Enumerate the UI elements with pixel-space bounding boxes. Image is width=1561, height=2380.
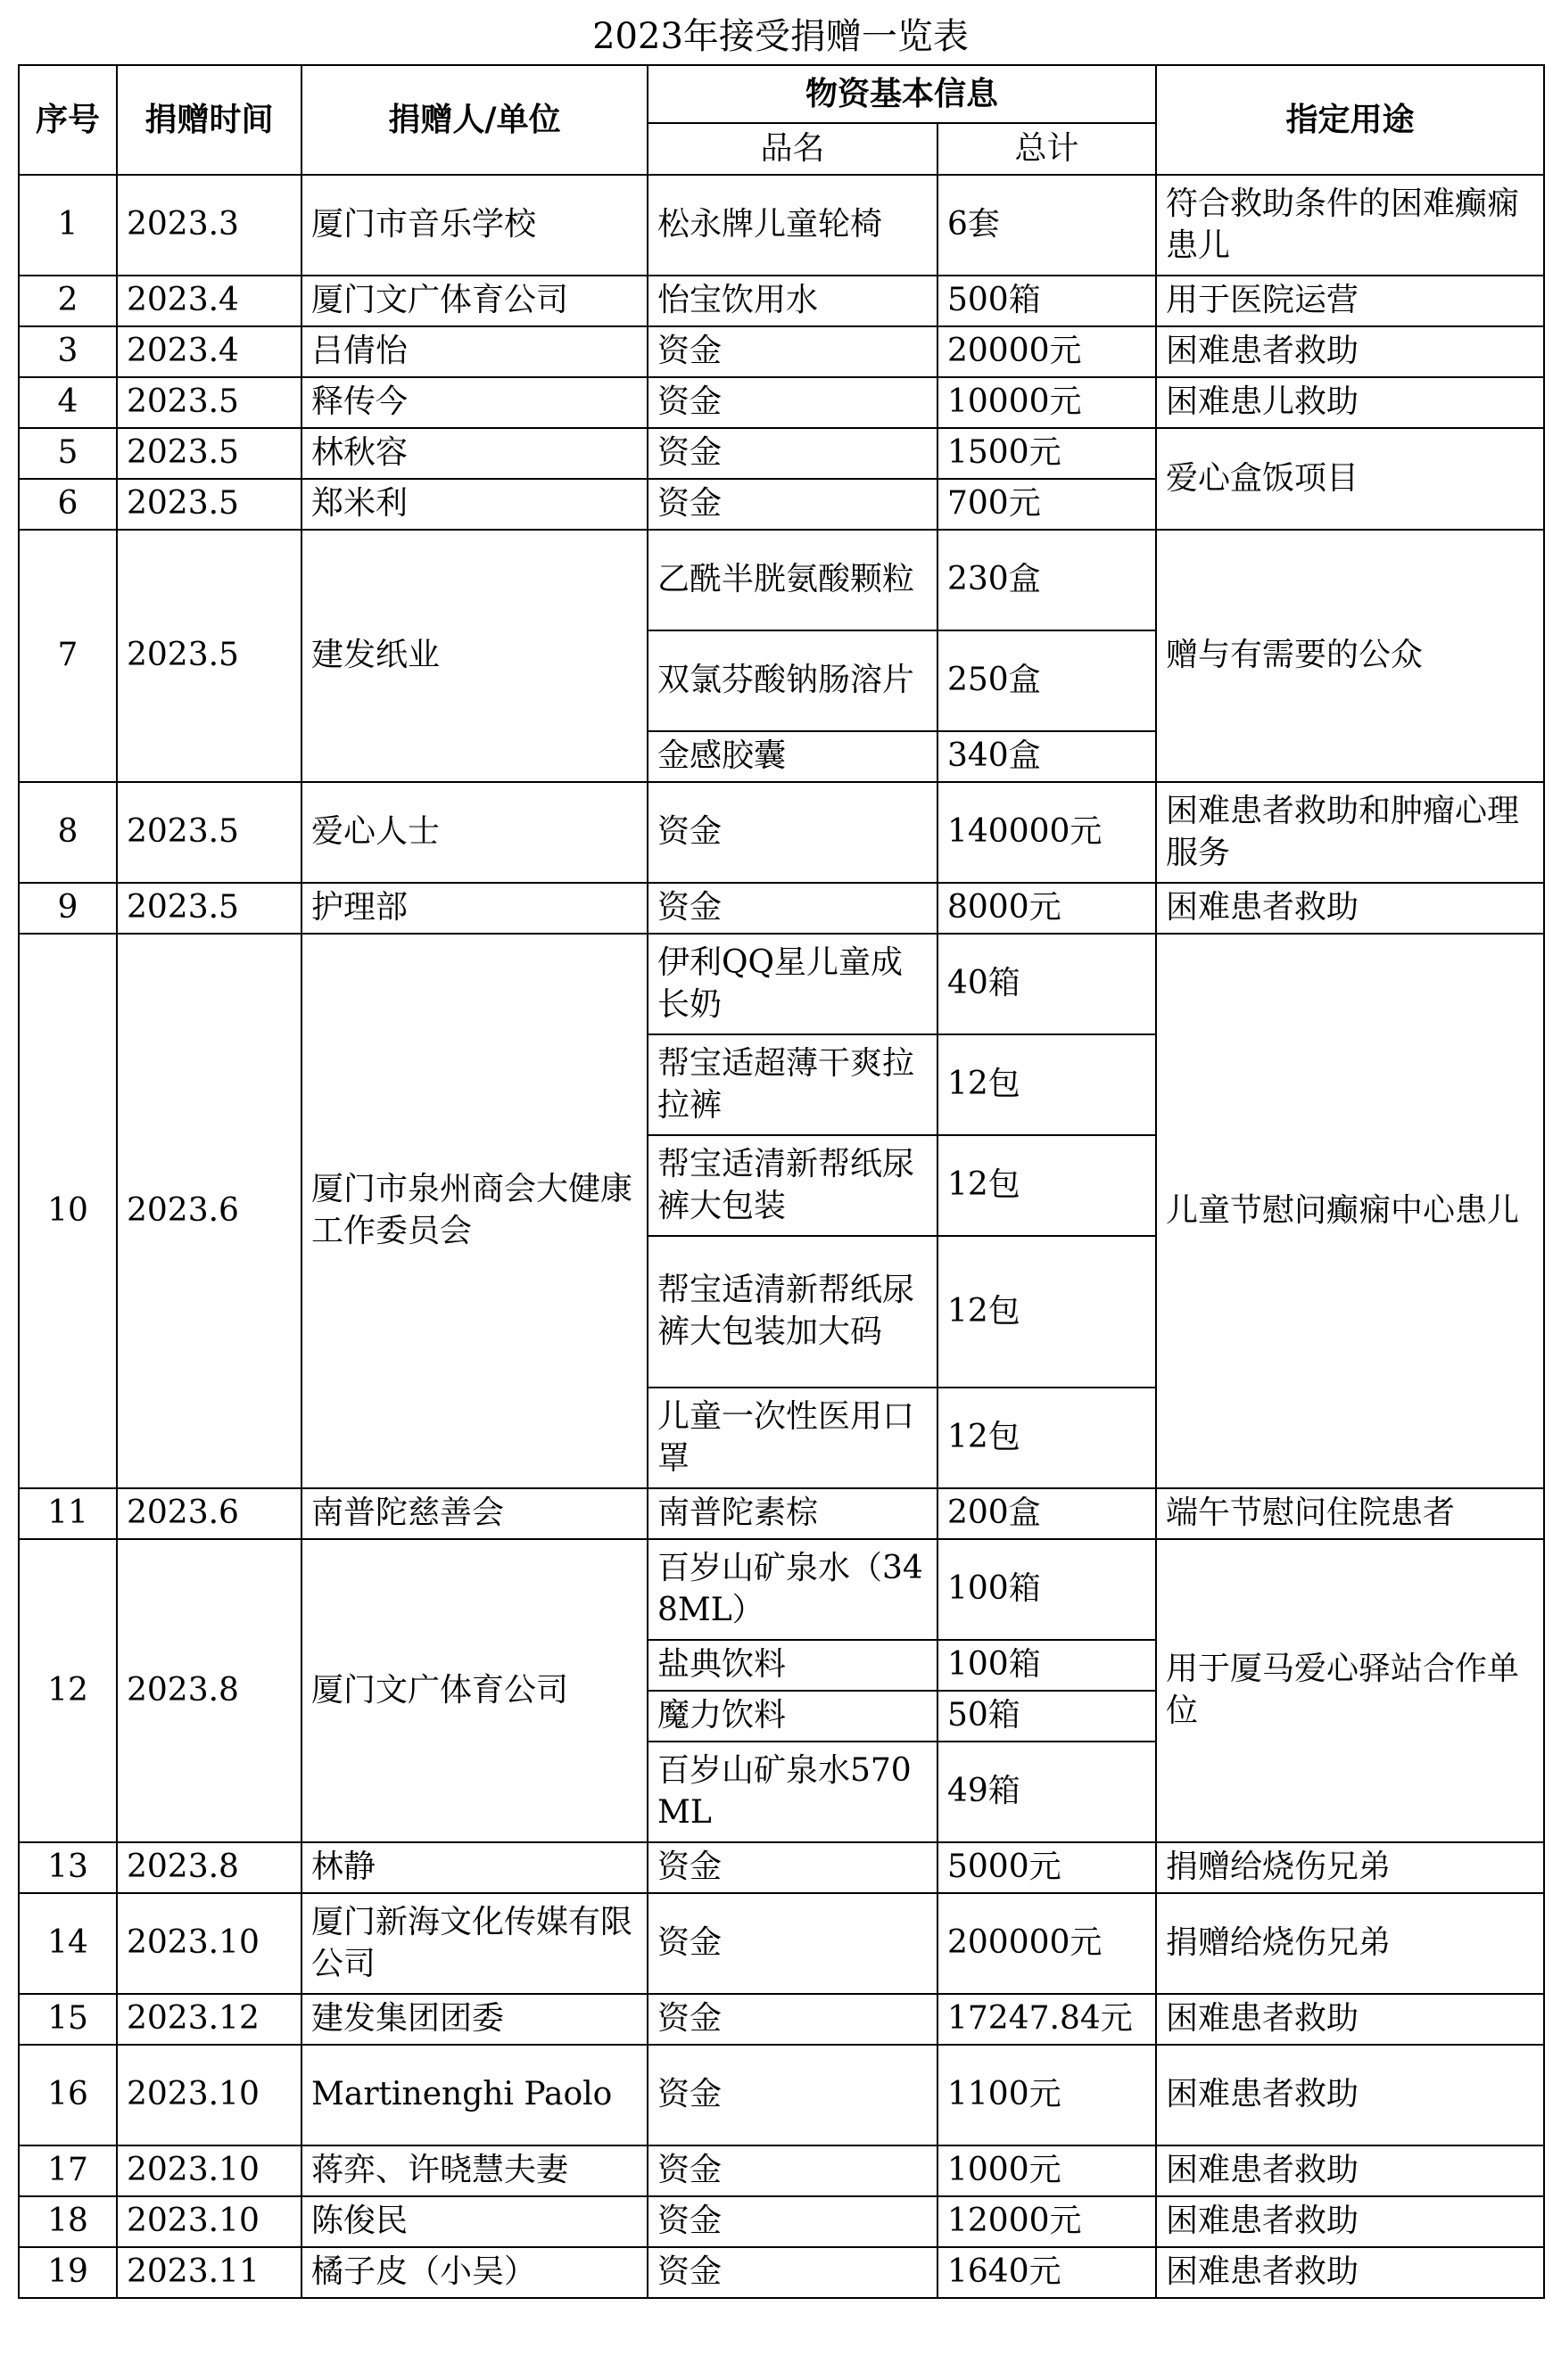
cell-seq: 12 bbox=[19, 1539, 117, 1842]
cell-date: 2023.6 bbox=[117, 934, 301, 1488]
header-item-name: 品名 bbox=[648, 123, 937, 175]
cell-item-name: 南普陀素棕 bbox=[648, 1488, 937, 1539]
cell-item-name: 魔力饮料 bbox=[648, 1691, 937, 1742]
cell-donor: 郑米利 bbox=[301, 479, 648, 530]
cell-usage: 困难患者救助 bbox=[1156, 2196, 1544, 2247]
cell-date: 2023.5 bbox=[117, 530, 301, 782]
cell-donor: 林静 bbox=[301, 1842, 648, 1893]
cell-item-name: 资金 bbox=[648, 1893, 937, 1994]
cell-item-total: 6套 bbox=[937, 175, 1156, 276]
cell-item-total: 8000元 bbox=[937, 883, 1156, 934]
table-row bbox=[19, 934, 1544, 1034]
cell-item-total: 20000元 bbox=[937, 326, 1156, 377]
cell-seq: 17 bbox=[19, 2145, 117, 2196]
cell-date: 2023.6 bbox=[117, 1488, 301, 1539]
cell-donor: Martinenghi Paolo bbox=[301, 2045, 648, 2145]
cell-usage: 用于医院运营 bbox=[1156, 276, 1544, 326]
cell-usage: 端午节慰问住院患者 bbox=[1156, 1488, 1544, 1539]
cell-usage: 困难患儿救助 bbox=[1156, 377, 1544, 428]
cell-item-name: 伊利QQ星儿童成长奶 bbox=[648, 934, 937, 1034]
cell-date: 2023.3 bbox=[117, 175, 301, 276]
cell-item-total: 100箱 bbox=[937, 1640, 1156, 1691]
cell-item-total: 500箱 bbox=[937, 276, 1156, 326]
cell-date: 2023.12 bbox=[117, 1994, 301, 2045]
cell-item-name: 帮宝适清新帮纸尿裤大包装 bbox=[648, 1135, 937, 1236]
cell-date: 2023.4 bbox=[117, 276, 301, 326]
table-row bbox=[19, 530, 1544, 630]
header-donor: 捐赠人/单位 bbox=[301, 65, 648, 175]
cell-item-name: 资金 bbox=[648, 326, 937, 377]
cell-item-name: 资金 bbox=[648, 883, 937, 934]
table-row bbox=[19, 1539, 1544, 1640]
header-total: 总计 bbox=[937, 123, 1156, 175]
table-row bbox=[19, 2145, 1544, 2196]
cell-date: 2023.8 bbox=[117, 1842, 301, 1893]
cell-item-total: 200盒 bbox=[937, 1488, 1156, 1539]
cell-item-name: 资金 bbox=[648, 2045, 937, 2145]
cell-usage: 爱心盒饭项目 bbox=[1156, 428, 1544, 530]
cell-item-total: 100箱 bbox=[937, 1539, 1156, 1640]
cell-item-total: 12包 bbox=[937, 1236, 1156, 1388]
cell-usage: 赠与有需要的公众 bbox=[1156, 530, 1544, 782]
cell-date: 2023.4 bbox=[117, 326, 301, 377]
cell-usage: 困难患者救助 bbox=[1156, 883, 1544, 934]
table-row bbox=[19, 1994, 1544, 2045]
cell-item-name: 资金 bbox=[648, 2196, 937, 2247]
cell-item-total: 40箱 bbox=[937, 934, 1156, 1034]
cell-item-name: 资金 bbox=[648, 1994, 937, 2045]
cell-usage: 困难患者救助 bbox=[1156, 2145, 1544, 2196]
table-row bbox=[19, 428, 1544, 479]
table-body bbox=[19, 175, 1544, 2298]
cell-usage: 捐赠给烧伤兄弟 bbox=[1156, 1893, 1544, 1994]
cell-item-total: 12包 bbox=[937, 1135, 1156, 1236]
cell-item-total: 1000元 bbox=[937, 2145, 1156, 2196]
cell-donor: 释传今 bbox=[301, 377, 648, 428]
cell-date: 2023.10 bbox=[117, 2196, 301, 2247]
cell-item-name: 资金 bbox=[648, 2247, 937, 2298]
cell-donor: 吕倩怡 bbox=[301, 326, 648, 377]
cell-donor: 橘子皮（小吴） bbox=[301, 2247, 648, 2298]
cell-item-name: 双氯芬酸钠肠溶片 bbox=[648, 630, 937, 731]
cell-date: 2023.5 bbox=[117, 782, 301, 883]
cell-seq: 5 bbox=[19, 428, 117, 479]
cell-item-name: 松永牌儿童轮椅 bbox=[648, 175, 937, 276]
cell-donor: 蒋弈、许晓慧夫妻 bbox=[301, 2145, 648, 2196]
cell-seq: 15 bbox=[19, 1994, 117, 2045]
donation-table bbox=[18, 64, 1545, 2299]
cell-item-total: 12包 bbox=[937, 1034, 1156, 1135]
cell-donor: 厦门市泉州商会大健康工作委员会 bbox=[301, 934, 648, 1488]
cell-item-total: 140000元 bbox=[937, 782, 1156, 883]
header-goods-info: 物资基本信息 bbox=[648, 65, 1156, 123]
cell-donor: 建发纸业 bbox=[301, 530, 648, 782]
cell-donor: 厦门市音乐学校 bbox=[301, 175, 648, 276]
cell-item-name: 百岁山矿泉水（348ML） bbox=[648, 1539, 937, 1640]
table-row bbox=[19, 2045, 1544, 2145]
cell-usage: 用于厦马爱心驿站合作单位 bbox=[1156, 1539, 1544, 1842]
cell-item-total: 340盒 bbox=[937, 731, 1156, 782]
cell-seq: 4 bbox=[19, 377, 117, 428]
cell-donor: 护理部 bbox=[301, 883, 648, 934]
cell-date: 2023.10 bbox=[117, 2045, 301, 2145]
cell-usage: 困难患者救助 bbox=[1156, 2247, 1544, 2298]
cell-date: 2023.11 bbox=[117, 2247, 301, 2298]
cell-item-total: 700元 bbox=[937, 479, 1156, 530]
cell-donor: 陈俊民 bbox=[301, 2196, 648, 2247]
cell-item-total: 1500元 bbox=[937, 428, 1156, 479]
cell-donor: 建发集团团委 bbox=[301, 1994, 648, 2045]
cell-item-total: 1640元 bbox=[937, 2247, 1156, 2298]
page-title: 2023年接受捐赠一览表 bbox=[592, 16, 969, 57]
cell-item-name: 金感胶囊 bbox=[648, 731, 937, 782]
header-usage: 指定用途 bbox=[1156, 65, 1544, 175]
cell-donor: 厦门文广体育公司 bbox=[301, 276, 648, 326]
cell-date: 2023.5 bbox=[117, 883, 301, 934]
cell-date: 2023.10 bbox=[117, 2145, 301, 2196]
table-row bbox=[19, 883, 1544, 934]
cell-item-total: 49箱 bbox=[937, 1742, 1156, 1842]
cell-usage: 困难患者救助 bbox=[1156, 2045, 1544, 2145]
header-seq: 序号 bbox=[19, 65, 117, 175]
cell-item-total: 12000元 bbox=[937, 2196, 1156, 2247]
cell-item-total: 230盒 bbox=[937, 530, 1156, 630]
cell-seq: 13 bbox=[19, 1842, 117, 1893]
cell-item-total: 5000元 bbox=[937, 1842, 1156, 1893]
cell-usage: 困难患者救助和肿瘤心理服务 bbox=[1156, 782, 1544, 883]
cell-date: 2023.5 bbox=[117, 377, 301, 428]
table-row bbox=[19, 1488, 1544, 1539]
table-row bbox=[19, 276, 1544, 326]
table-row bbox=[19, 1893, 1544, 1994]
cell-item-total: 10000元 bbox=[937, 377, 1156, 428]
cell-item-name: 资金 bbox=[648, 782, 937, 883]
cell-item-name: 资金 bbox=[648, 428, 937, 479]
cell-item-name: 盐典饮料 bbox=[648, 1640, 937, 1691]
table-row bbox=[19, 377, 1544, 428]
cell-seq: 11 bbox=[19, 1488, 117, 1539]
cell-date: 2023.5 bbox=[117, 428, 301, 479]
cell-item-name: 资金 bbox=[648, 479, 937, 530]
cell-donor: 爱心人士 bbox=[301, 782, 648, 883]
table-row bbox=[19, 1842, 1544, 1893]
cell-date: 2023.8 bbox=[117, 1539, 301, 1842]
cell-usage: 符合救助条件的困难癫痫患儿 bbox=[1156, 175, 1544, 276]
cell-seq: 9 bbox=[19, 883, 117, 934]
cell-seq: 7 bbox=[19, 530, 117, 782]
cell-donor: 厦门新海文化传媒有限公司 bbox=[301, 1893, 648, 1994]
cell-item-name: 帮宝适清新帮纸尿裤大包装加大码 bbox=[648, 1236, 937, 1388]
cell-date: 2023.5 bbox=[117, 479, 301, 530]
cell-date: 2023.10 bbox=[117, 1893, 301, 1994]
cell-seq: 1 bbox=[19, 175, 117, 276]
cell-usage: 儿童节慰问癫痫中心患儿 bbox=[1156, 934, 1544, 1488]
cell-seq: 2 bbox=[19, 276, 117, 326]
table-row bbox=[19, 326, 1544, 377]
cell-item-name: 乙酰半胱氨酸颗粒 bbox=[648, 530, 937, 630]
cell-seq: 10 bbox=[19, 934, 117, 1488]
header-time: 捐赠时间 bbox=[117, 65, 301, 175]
cell-seq: 6 bbox=[19, 479, 117, 530]
cell-item-name: 儿童一次性医用口罩 bbox=[648, 1388, 937, 1488]
table-row bbox=[19, 782, 1544, 883]
cell-item-total: 250盒 bbox=[937, 630, 1156, 731]
cell-item-name: 百岁山矿泉水570ML bbox=[648, 1742, 937, 1842]
cell-seq: 3 bbox=[19, 326, 117, 377]
cell-seq: 19 bbox=[19, 2247, 117, 2298]
cell-item-total: 17247.84元 bbox=[937, 1994, 1156, 2045]
cell-item-name: 怡宝饮用水 bbox=[648, 276, 937, 326]
cell-item-name: 资金 bbox=[648, 377, 937, 428]
cell-usage: 捐赠给烧伤兄弟 bbox=[1156, 1842, 1544, 1893]
table-row bbox=[19, 2247, 1544, 2298]
cell-seq: 18 bbox=[19, 2196, 117, 2247]
cell-item-total: 50箱 bbox=[937, 1691, 1156, 1742]
table-row bbox=[19, 2196, 1544, 2247]
table-row bbox=[19, 175, 1544, 276]
cell-donor: 南普陀慈善会 bbox=[301, 1488, 648, 1539]
cell-item-total: 12包 bbox=[937, 1388, 1156, 1488]
cell-item-name: 资金 bbox=[648, 2145, 937, 2196]
cell-seq: 16 bbox=[19, 2045, 117, 2145]
cell-usage: 困难患者救助 bbox=[1156, 326, 1544, 377]
cell-item-total: 1100元 bbox=[937, 2045, 1156, 2145]
cell-seq: 8 bbox=[19, 782, 117, 883]
cell-donor: 林秋容 bbox=[301, 428, 648, 479]
cell-usage: 困难患者救助 bbox=[1156, 1994, 1544, 2045]
cell-item-total: 200000元 bbox=[937, 1893, 1156, 1994]
cell-seq: 14 bbox=[19, 1893, 117, 1994]
cell-donor: 厦门文广体育公司 bbox=[301, 1539, 648, 1842]
cell-item-name: 帮宝适超薄干爽拉拉裤 bbox=[648, 1034, 937, 1135]
cell-item-name: 资金 bbox=[648, 1842, 937, 1893]
